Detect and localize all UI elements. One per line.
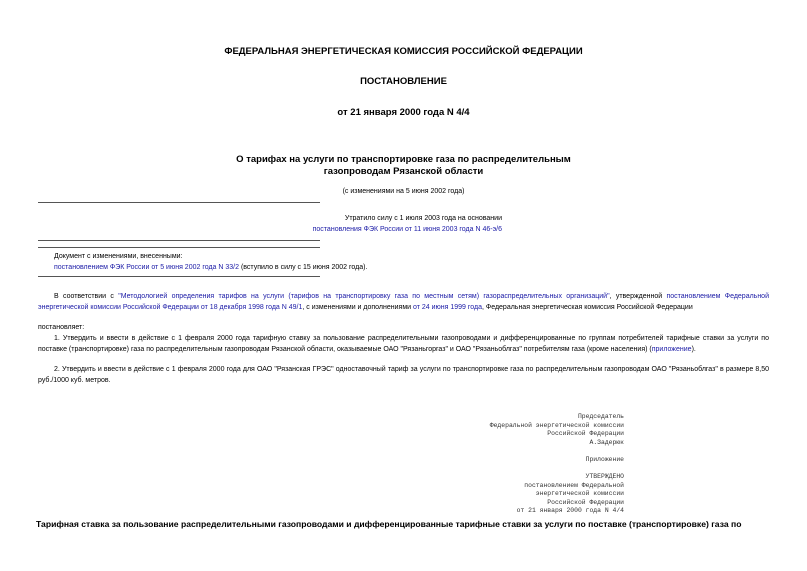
approved-org: энергетической комиссии bbox=[535, 490, 624, 498]
preamble-text: В соответствии с bbox=[54, 293, 119, 300]
signature-country: Российской Федерации bbox=[547, 430, 624, 438]
commission-name: ФЕДЕРАЛЬНАЯ ЭНЕРГЕТИЧЕСКАЯ КОМИССИЯ РОССИЙСКОЙ ФЕДЕРАЦИИ bbox=[224, 46, 583, 57]
changes-intro: Документ с изменениями, внесенными: bbox=[54, 253, 183, 260]
approved-country: Российской Федерации bbox=[547, 498, 624, 506]
preamble-text: , Федеральная энергетическая комиссия Российской Федерации bbox=[482, 304, 693, 311]
changes-link[interactable]: постановлением ФЭК России от 5 июня 2002 года N 33/2 bbox=[54, 264, 240, 271]
document-title-line-1: О тарифах на услуги по транспортировке газа по распределительным bbox=[236, 154, 571, 165]
signature-org: Федеральной энергетической комиссии bbox=[489, 421, 624, 429]
divider bbox=[38, 247, 320, 248]
methodology-link[interactable]: "Методологией определения тарифов на услуги (тарифов на транспортировку газа по местным сетям) газораспределительных организаций" bbox=[118, 293, 610, 300]
preamble-paragraph bbox=[38, 291, 769, 313]
signature-title: Председатель bbox=[577, 413, 624, 420]
divider bbox=[38, 276, 320, 277]
document-date-number: от 21 января 2000 года N 4/4 bbox=[337, 107, 470, 118]
signature-block bbox=[400, 413, 624, 447]
document-title-line-2: газопроводам Рязанской области bbox=[323, 166, 484, 177]
approved-label: УТВЕРЖДЕНО bbox=[585, 473, 624, 480]
fek-decree-link[interactable]: постановлением Федеральной энергетической комиссии Российской Федерации от 18 декабря 1998 года N 49/1 bbox=[38, 293, 769, 311]
item-1-paragraph bbox=[38, 333, 769, 355]
repeal-note: Утратило силу с 1 июля 2003 года на основании bbox=[344, 215, 502, 222]
item-1-text: 1. Утвердить и ввести в действие с 1 февраля 2000 года тарифную ставку за пользование распределительными газопроводами и дифференцированные по группам потребителей тарифные ставки за услуги по поставке (транспортировке) газа по распределительным газопроводам Рязанской области, оказываемые ОАО "Рязаньгоргаз" и ОАО "Рязаньоблгаз" потребителям газа (кроме населения) ( bbox=[38, 335, 769, 353]
appendix-label-block bbox=[400, 456, 624, 465]
changes-line bbox=[54, 262, 367, 273]
amendments-note: (с изменениями на 5 июня 2002 года) bbox=[342, 188, 465, 195]
preamble-text: , утвержденной bbox=[609, 293, 667, 300]
repeal-link[interactable]: постановления ФЭК России от 11 июня 2003 года N 46-э/6 bbox=[312, 226, 502, 233]
item-2-paragraph: 2. Утвердить и ввести в действие с 1 февраля 2000 года для ОАО "Рязанская ГРЭС" одноставочный тариф за услуги по транспортировке газа по распределительным газопроводам ОАО "Рязаньоблгаз" в размере 8,50 руб./1000 куб. метров. bbox=[38, 366, 769, 384]
decrees-label: постановляет: bbox=[38, 324, 85, 331]
appendix-label: Приложение bbox=[585, 456, 624, 463]
approved-date: от 21 января 2000 года N 4/4 bbox=[516, 507, 624, 515]
preamble-text: , с изменениями и дополнениями bbox=[302, 304, 413, 311]
amendment-date-link[interactable]: от 24 июня 1999 года bbox=[412, 304, 482, 311]
tariff-table-heading: Тарифная ставка за пользование распределительными газопроводами и дифференцированные тарифные ставки за услуги по поставке (транспортировке) газа по bbox=[36, 519, 742, 529]
appendix-link[interactable]: приложение bbox=[651, 346, 692, 353]
divider bbox=[38, 240, 320, 241]
item-1-end: ). bbox=[691, 346, 696, 353]
changes-suffix: (вступило в силу с 15 июня 2002 года). bbox=[239, 264, 368, 271]
approval-block bbox=[400, 473, 624, 516]
divider bbox=[38, 202, 320, 203]
approved-by: постановлением Федеральной bbox=[524, 481, 624, 489]
document-type: ПОСТАНОВЛЕНИЕ bbox=[360, 76, 447, 87]
signature-name: А.Задерюк bbox=[589, 438, 624, 446]
